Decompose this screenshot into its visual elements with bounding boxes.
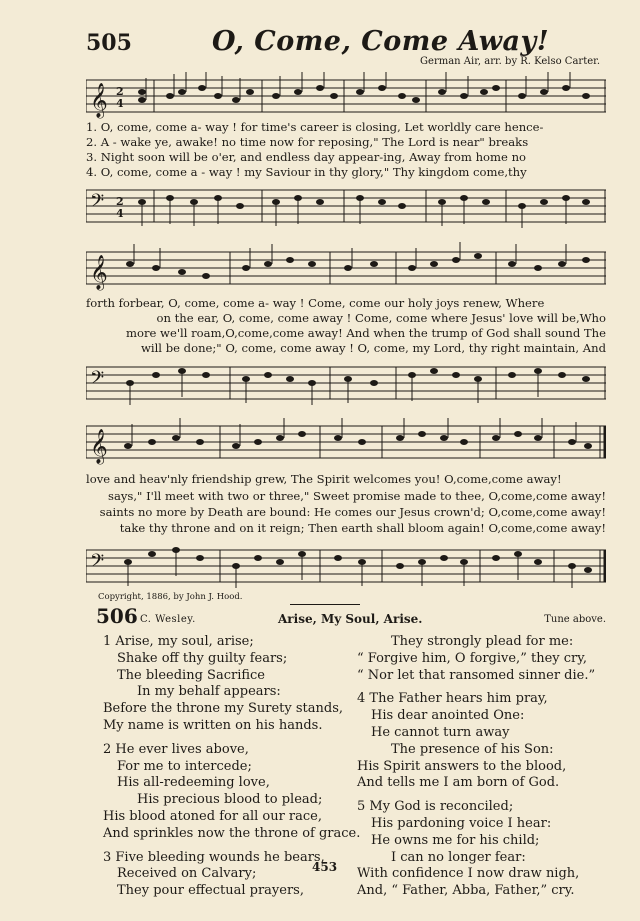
lyric-verse-4-line-1: 4. O, come, come a - way ! my Saviour in thy glory," Thy kingdom come,thy — [86, 165, 527, 179]
verse-line: For me to intercede; — [117, 758, 252, 774]
hymn-title-2: Arise, My Soul, Arise. — [278, 612, 423, 626]
tune-reference: Tune above. — [544, 614, 606, 625]
verse-line: And tells me I am born of God. — [357, 775, 560, 791]
svg-text:4: 4 — [116, 97, 124, 110]
lyric-verse-1-line-2: forth forbear, O, come, come a- way ! Come, come our holy joys renew, Where — [86, 296, 545, 310]
footer-page-number: 453 — [312, 860, 338, 874]
treble-staff-2 — [86, 242, 606, 292]
verse-line: 5 My God is reconciled; — [357, 799, 514, 815]
bass-staff-3 — [86, 540, 606, 590]
hymn-title: O, Come, Come Away! — [212, 26, 550, 57]
verse-line: His Spirit answers to the blood, — [357, 758, 567, 774]
verse-line: Received on Calvary; — [117, 866, 257, 882]
verse-line: They pour effectual prayers, — [117, 883, 304, 899]
treble-staff-3 — [86, 416, 606, 466]
svg-text:𝄞: 𝄞 — [90, 255, 108, 290]
verse-line: And, “ Father, Abba, Father,” cry. — [357, 883, 575, 899]
svg-text:𝄞: 𝄞 — [90, 83, 108, 118]
verse-line: 2 He ever lives above, — [103, 741, 249, 757]
svg-text:4: 4 — [116, 207, 124, 220]
svg-text:𝄢: 𝄢 — [90, 551, 105, 576]
verse-line: In my behalf appears: — [137, 684, 281, 700]
music-system-1 — [86, 70, 606, 230]
verse-line: His dear anointed One: — [371, 708, 525, 724]
verse-gap — [103, 843, 360, 850]
treble-staff-1 — [86, 70, 606, 120]
lyric-verse-2-line-2: on the ear, O, come, come away ! Come, come where Jesus' love will be,Who — [156, 311, 606, 325]
verse-line: His all-redeeming love, — [117, 775, 270, 791]
svg-text:𝄢: 𝄢 — [90, 191, 105, 216]
lyric-verse-1-line-3: love and heav'nly friendship grew, The Spirit welcomes you! O,come,come away! — [86, 472, 562, 486]
lyric-verse-4-line-3: take thy throne and on it reign; Then earth shall bloom again! O,come,come away! — [119, 521, 606, 535]
attribution: German Air, arr. by R. Kelso Carter. — [420, 56, 600, 67]
verse-line: His pardoning voice I hear: — [371, 815, 552, 831]
lyric-verse-2-line-1: 2. A - wake ye, awake! no time now for reposing," The Lord is near" breaks — [86, 135, 529, 149]
bass-staff-1 — [86, 180, 606, 230]
verse-line: 1 Arise, my soul, arise; — [103, 634, 254, 649]
verse-line: His precious blood to plead; — [137, 792, 323, 808]
page-number: 505 — [86, 30, 132, 56]
verse-line: He owns me for his child; — [371, 832, 540, 848]
verse-line: Before the throne my Surety stands, — [103, 701, 344, 717]
verse-gap — [357, 684, 595, 691]
verse-gap — [103, 735, 360, 742]
verse-line: “ Nor let that ransomed sinner die.” — [357, 667, 596, 683]
svg-text:2: 2 — [116, 195, 124, 208]
lyric-verse-4-line-2: will be done;" O, come, come away ! O, come, my Lord, thy right maintain, And — [140, 341, 606, 355]
verse-line: I can no longer fear: — [391, 849, 526, 865]
music-system-3 — [86, 416, 606, 591]
svg-text:𝄢: 𝄢 — [90, 368, 105, 393]
verse-line: And sprinkles now the throne of grace. — [103, 825, 361, 841]
bass-staff-2 — [86, 357, 606, 407]
verse-line: They strongly plead for me: — [391, 634, 574, 649]
verse-line: Shake off thy guilty fears; — [117, 650, 288, 666]
lyric-verse-1-line-1: 1. O, come, come a- way ! for time's career is closing, Let worldly care hence- — [86, 120, 544, 134]
lyric-verse-3-line-2: more we'll roam,O,come,come away! And when the trump of God shall sound The — [126, 326, 606, 340]
verse-line: The presence of his Son: — [391, 741, 554, 757]
verse-gap — [357, 792, 595, 799]
copyright-notice: Copyright, 1886, by John J. Hood. — [98, 592, 243, 602]
svg-text:2: 2 — [116, 85, 124, 98]
svg-text:𝄞: 𝄞 — [90, 429, 108, 464]
verse-line: The bleeding Sacrifice — [117, 667, 265, 683]
verse-line: He cannot turn away — [371, 724, 510, 740]
verse-line: With confidence I now draw nigh, — [357, 866, 580, 882]
lyric-verse-3-line-1: 3. Night soon will be o'er, and endless day appear-ing, Away from home no — [86, 150, 527, 164]
divider — [290, 604, 360, 605]
hymn-number: 506 — [96, 604, 138, 628]
verse-line: My name is written on his hands. — [103, 717, 323, 733]
verse-line: His blood atoned for all our race, — [103, 808, 323, 824]
music-system-2 — [86, 242, 606, 407]
lyric-verse-2-line-3: says," I'll meet with two or three," Sweet promise made to thee, O,come,come away! — [108, 489, 606, 503]
hymn-author: C. Wesley. — [140, 614, 196, 625]
verse-line: “ Forgive him, O forgive,” they cry, — [357, 650, 587, 666]
verses-right-column — [357, 634, 595, 900]
verse-line: 3 Five bleeding wounds he bears, — [103, 849, 325, 865]
lyric-verse-3-line-3: saints no more by Death are bound: He comes our Jesus crown'd; O,come,come away! — [99, 505, 606, 519]
verse-line: 4 The Father hears him pray, — [357, 691, 548, 707]
